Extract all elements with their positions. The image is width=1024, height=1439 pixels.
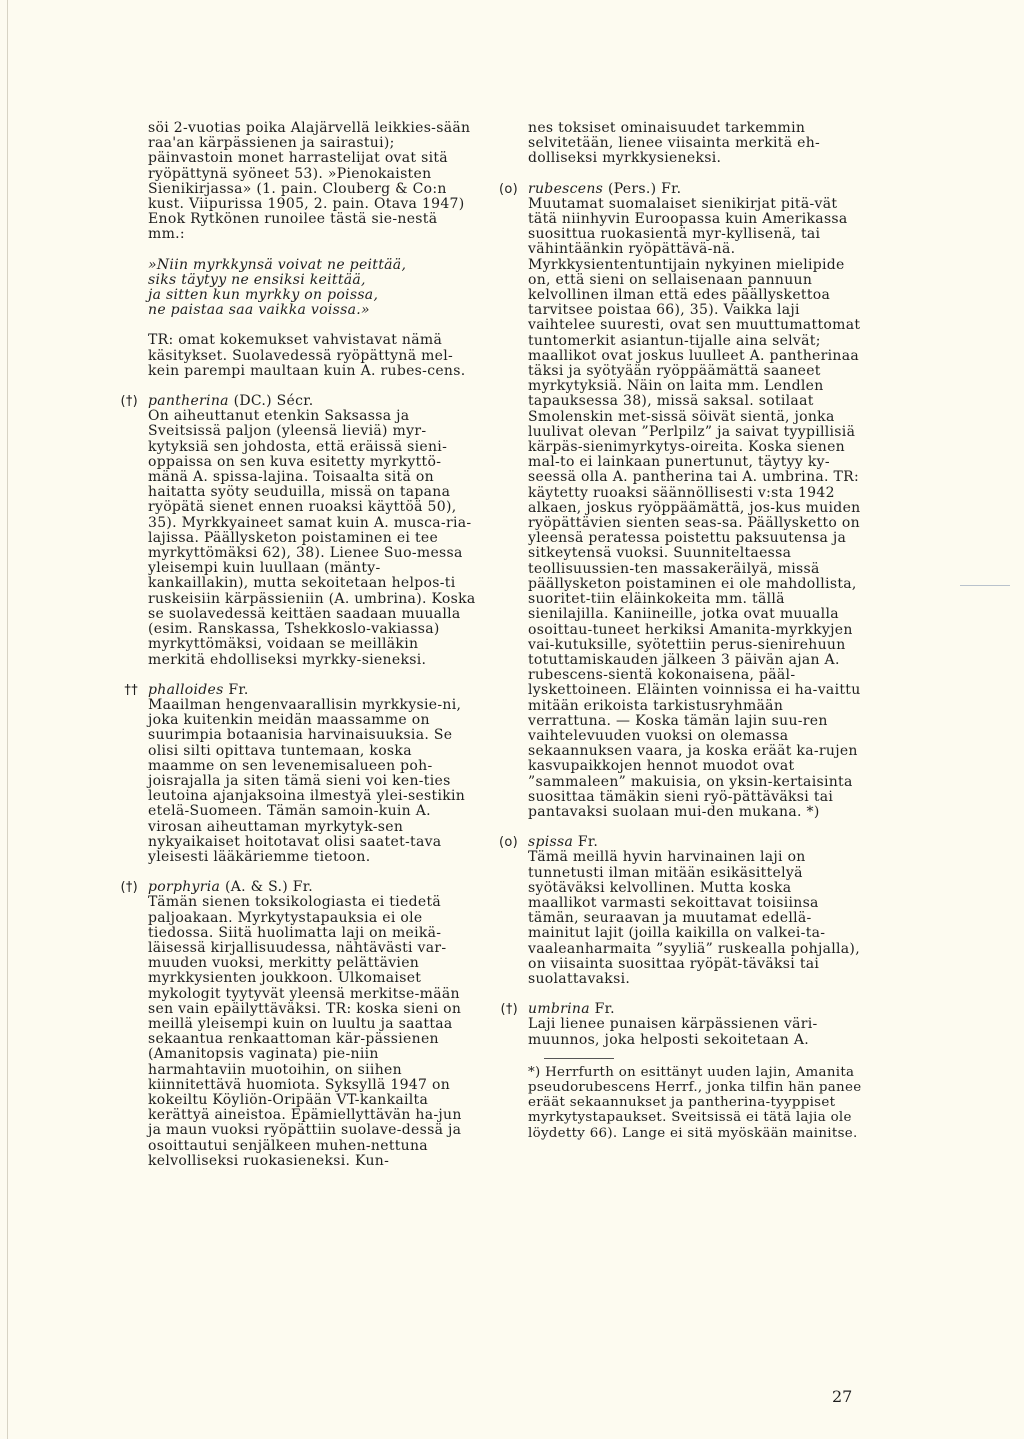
poem	[148, 258, 476, 319]
species-text: Tämä meillä hyvin harvinainen laji on tunnetusti ilman mitään esikäsittelyä syötäväksi kelvollinen. Mutta koska maallikot varmasti sekoittavat toisiinsa tämän, seuraavan ja muutamat edellä-mainitut lajit (joilla kaikilla on valkei-ta-vaaleanharmaita ”syyliä” ruskealla pohjalla), on viisainta suosittaa ryöpät-täväksi tai suolattavaksi.	[528, 849, 860, 987]
toxicity-marker: (o)	[499, 835, 518, 851]
footnote: *) Herrfurth on esittänyt uuden lajin, Amanita pseudorubescens Herrf., jonka tilfin hän panee eräät sekaannukset ja pantherina-tyyppiset myrkytystapaukset. Sveitsissä ei tätä lajia ole löydetty 66). Lange ei sitä myöskään mainitse.	[528, 1064, 862, 1141]
species-author: (A. & S.) Fr.	[224, 879, 314, 896]
species-text: Tämän sienen toksikologiasta ei tiedetä paljoakaan. Myrkytystapauksia ei ole tiedossa. Siitä huolimatta laji on meikä-läisessä kirjallisuudessa, nähtävästi var-muuden vuoksi, merkitty pelättävien myrkkysienten joukkoon. Ulkomaiset mykologit tyytyvät yleensä merkitse-mään sen vain epäilyttäväksi. TR: koska sieni on meillä yleisempi kuin on luultu ja saattaa sekaantua renkaattoman kär-pässienen (Amanitopsis vaginata) pie-niin harmahtaviin muotoihin, on siihen kiinnitettävä huomiota. Syksyllä 1947 on kokeiltu Köyliön-Oripään VT-kankailta kerättyä aineistoa. Epämiellyttävän ha-jun ja maun vuoksi ryöpättiin suolave-dessä ja osoittautui senjälkeen muhen-nettuna kelvolliseksi ruokasieneksi. Kun-	[148, 894, 462, 1169]
species-name: pantherina	[148, 393, 229, 410]
species-name: umbrina	[528, 1001, 590, 1018]
species-entry-porphyria	[120, 879, 476, 1169]
species-entry-pantherina	[120, 393, 476, 668]
species-entry-spissa	[499, 834, 864, 987]
toxicity-marker: (†)	[120, 880, 138, 896]
toxicity-marker: (†)	[120, 394, 138, 410]
right-column	[499, 120, 864, 1141]
intro-paragraph: söi 2-vuotias poika Alajärvellä leikkies-sään raa'an kärpässienen ja sairastui); päinvastoin monet harrastelijat ovat sitä ryöpättynä syöneet 53). »Pienokaisten Sienikirjassa» (1. pain. Clouberg & Co:n kust. Viipurissa 1905, 2. pain. Otava 1947) Enok Rytkönen runoilee tästä sie-nestä mm.:	[148, 120, 471, 243]
footnote-rule	[544, 1058, 614, 1059]
toxicity-marker: (†)	[500, 1002, 518, 1018]
species-heading	[148, 880, 476, 895]
species-heading	[148, 683, 476, 698]
species-text: Maailman hengenvaarallisin myrkkysie-ni, joka kuitenkin meidän maassamme on suurimpia botaanisia harvinaisuuksia. Se olisi silti opittava tuntemaan, koska maamme on sen levenemisalueen poh-joisrajalla ja siten tämä sieni voi ken-ties leutoina ajanjaksoina ilmestyä ylei-sestikin etelä-Suomeen. Tämän samoin-kuin A. virosan aiheuttaman myrkytyk-sen nykyaikaiset hoitotavat olisi saatet-tava yleisesti lääkäriemme tietoon.	[148, 696, 466, 865]
species-name: phalloides	[148, 681, 224, 698]
poem-line: siks täytyy ne ensiksi keittää,	[148, 271, 366, 288]
species-text: Laji lienee punaisen kärpässienen väri-muunnos, joka helposti sekoitetaan A.	[528, 1016, 818, 1048]
tr-note: TR: omat kokemukset vahvistavat nämä käsitykset. Suolavedessä ryöpättynä mel-kein parempi maultaan kuin A. rubes-cens.	[148, 332, 466, 379]
species-entry-phalloides	[124, 681, 476, 865]
species-text: Muutamat suomalaiset sienikirjat pitä-vät tätä niinhyvin Euroopassa kuin Amerikassa suosittua ruokasientä myr-kyllisenä, tai vähintäänkin ryöpättävä-nä. Myrkkysiententuntijain nykyinen mielipide on, että sieni on sellaisenaan pannuun kelvollinen ilman että edes päällyskettoa tarvitsee poistaa 66), 35). Vaikka laji vaihtelee suuresti, ovat sen muuttumattomat tuntomerkit asiantun-tijalle aina selvät; maallikot ovat joskus luulleet A. pantherinaa täksi ja syötyään ryöppäämättä saaneet myrkytyksiä. Näin on laita mm. Lendlen tapauksessa 38), missä saksal. sotilaat Smolenskin met-sissä söivät sientä, jonka luulivat olevan ”Perlpilz” ja saivat tyypillisiä kärpäs-sienimyrkytys-oireita. Koska sienen mal-to ei lainkaan punertunut, täytyy ky-seessä olla A. pantherina tai A. umbrina. TR: käytetty ruoaksi säännöllisesti v:sta 1942 alkaen, joskus ryöppäämättä, jos-kus muiden ryöpättävien sienten seas-sa. Päällysketto on yleensä peratessa poistettu paksuutensa ja sitkeytensä vuoksi. Suunniteltaessa teollisuussien-ten massakeräilyä, missä päällysketon poistaminen ei ole mahdollista, suoritet-tiin eläinkokeita mm. tällä sienilajilla. Kaniineille, jotka ovat muualla osoittau-tuneet herkiksi Amanita-myrkkyjen vai-kutuksille, syötettiin perus-sienirehuun totuttamiskauden jälkeen 3 päivän ajan A. rubescens-sientä kokonaisena, pääl-lyskettoineen. Eläinten voinnissa ei ha-vaittu mitään erikoista tarkistusryhmään verrattuna. — Koska tämän lajin suu-ren vaihtelevuuden vuoksi on olemassa sekaannuksen vaara, ja koska eräät ka-rujen kasvupaikkojen hennot muodot ovat ”sammaleen” makuisia, on yksin-kertaisinta suosittaa tämäkin sieni ryö-pättäväksi tai pantavaksi suolaan mui-den mukana. *)	[528, 195, 861, 820]
species-author: Fr.	[577, 834, 599, 851]
species-text: On aiheuttanut etenkin Saksassa ja Sveitsissä paljon (yleensä lieviä) myr-kytyksiä sen johdosta, että eräissä sieni-oppaissa on sen kuva esitetty myrkyttö-mänä A. spissa-lajina. Toisaalta sitä on haitatta syöty seuduilla, missä on tapana ryöpätä sienet ennen ruoaksi käyttöä 50), 35). Myrkkyaineet samat kuin A. musca-ria-lajissa. Päällysketon poistaminen ei tee myrkyttömäksi 62), 38). Lienee Suo-messa yleisempi kuin luullaan (mänty-kankaillakin), mutta sekoitetaan helpos-ti ruskeisiin kärpässieniin (A. umbrina). Koska se suolavedessä keittäen saadaan muualla (esim. Ranskassa, Tshekkoslo-vakiassa) myrkyttömäksi, voidaan se meilläkin merkitä ehdolliseksi myrkky-sieneksi.	[148, 408, 476, 668]
species-entry-umbrina	[500, 1001, 864, 1048]
species-author: (Pers.) Fr.	[607, 180, 682, 197]
species-name: porphyria	[148, 879, 221, 896]
toxicity-marker: (o)	[499, 181, 518, 197]
species-entry-rubescens	[499, 180, 864, 821]
species-author: (DC.) Sécr.	[233, 393, 314, 410]
species-author: Fr.	[228, 681, 249, 698]
poem-line: ja sitten kun myrkky on poissa,	[148, 287, 379, 304]
page-number: 27	[832, 1387, 853, 1406]
toxicity-marker: ††	[124, 682, 138, 698]
left-column	[120, 120, 476, 1169]
species-author: Fr.	[594, 1001, 615, 1018]
poem-line: »Niin myrkkynsä voivat ne peittää,	[148, 256, 407, 273]
continuation-paragraph: nes toksiset ominaisuudet tarkemmin selvitetään, lienee viisainta merkitä eh-dolliseksi myrkkysieneksi.	[528, 120, 821, 167]
page-edge-shadow	[7, 0, 8, 1439]
species-heading	[528, 182, 864, 197]
species-heading	[528, 835, 864, 850]
species-name: rubescens	[528, 180, 604, 197]
species-heading	[528, 1002, 864, 1017]
poem-line: ne paistaa saa vaikka voissa.»	[148, 302, 370, 319]
margin-mark	[960, 585, 1010, 586]
species-name: spissa	[528, 834, 574, 851]
species-heading	[148, 394, 476, 409]
